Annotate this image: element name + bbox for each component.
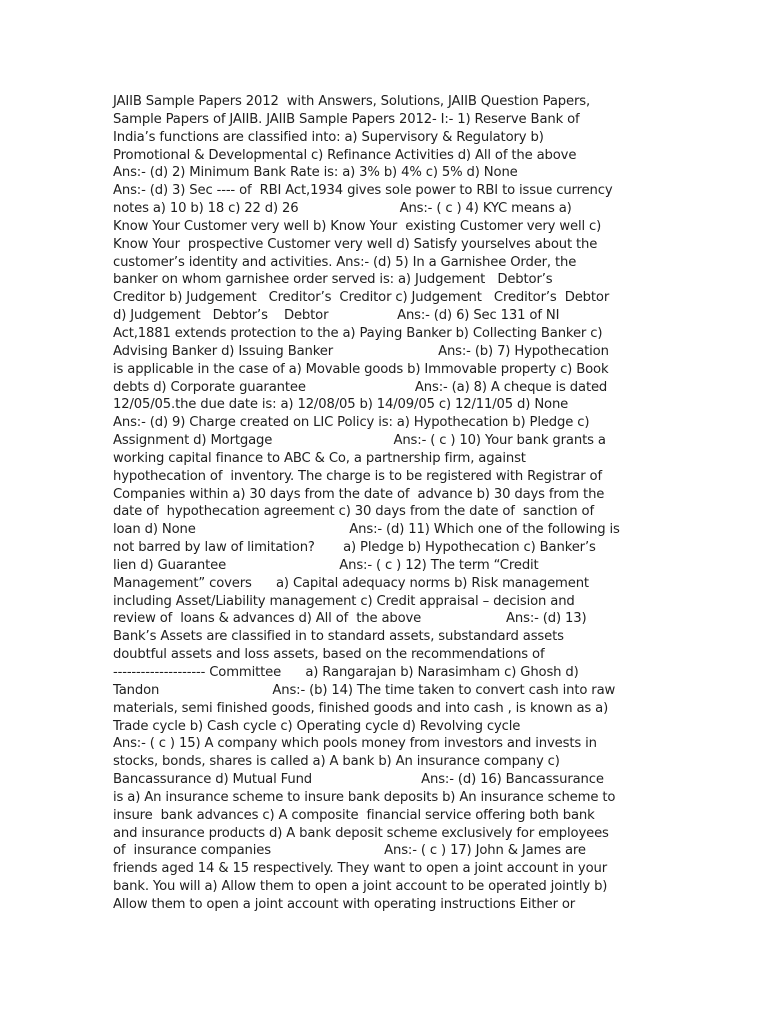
- text-line: materials, semi finished goods, finished goods and into cash , is known as a): [113, 700, 609, 716]
- text-line: insure bank advances c) A composite financial service offering both bank: [113, 807, 595, 823]
- text-line: lien d) Guarantee Ans:- ( c ) 12) The term “Credit: [113, 557, 539, 573]
- text-line: not barred by law of limitation? a) Pledge b) Hypothecation c) Banker’s: [113, 540, 596, 556]
- text-line: review of loans & advances d) All of the above Ans:- (d) 13): [113, 611, 587, 627]
- text-line: banker on whom garnishee order served is: a) Judgement Debtor’s: [113, 272, 553, 288]
- text-line: bank. You will a) Allow them to open a joint account to be operated jointly b): [113, 879, 608, 895]
- text-line: Trade cycle b) Cash cycle c) Operating cycle d) Revolving cycle: [113, 718, 521, 734]
- text-line: stocks, bonds, shares is called a) A bank b) An insurance company c): [113, 754, 560, 770]
- text-line: Ans:- ( c ) 15) A company which pools money from investors and invests in: [113, 736, 597, 752]
- text-line: Know Your prospective Customer very well d) Satisfy yourselves about the: [113, 236, 598, 252]
- text-line: Sample Papers of JAIIB. JAIIB Sample Papers 2012- I:- 1) Reserve Bank of: [113, 111, 580, 127]
- text-line: debts d) Corporate guarantee Ans:- (a) 8) A cheque is dated: [113, 379, 608, 395]
- text-line: Tandon Ans:- (b) 14) The time taken to convert cash into raw: [113, 682, 616, 698]
- text-line: of insurance companies Ans:- ( c ) 17) John & James are: [113, 843, 586, 859]
- text-line: Allow them to open a joint account with operating instructions Either or: [113, 896, 576, 912]
- text-line: JAIIB Sample Papers 2012 with Answers, Solutions, JAIIB Question Papers,: [113, 94, 590, 109]
- text-line: Ans:- (d) 3) Sec ---- of RBI Act,1934 gives sole power to RBI to issue currency: [113, 183, 613, 199]
- text-line: Bank’s Assets are classified in to standard assets, substandard assets: [113, 629, 564, 645]
- text-line: -------------------- Committee a) Rangarajan b) Narasimham c) Ghosh d): [113, 665, 579, 680]
- text-line: is applicable in the case of a) Movable goods b) Immovable property c) Book: [113, 361, 609, 377]
- text-line: loan d) None Ans:- (d) 11) Which one of the following is: [113, 522, 620, 538]
- text-line: friends aged 14 & 15 respectively. They want to open a joint account in your: [113, 861, 607, 877]
- text-line: including Asset/Liability management c) Credit appraisal – decision and: [113, 593, 575, 609]
- text-line: and insurance products d) A bank deposit scheme exclusively for employees: [113, 825, 609, 841]
- text-line: notes a) 10 b) 18 c) 22 d) 26 Ans:- ( c ) 4) KYC means a): [113, 201, 572, 217]
- text-line: is a) An insurance scheme to insure bank deposits b) An insurance scheme to: [113, 789, 616, 805]
- text-line: Promotional & Developmental c) Refinance Activities d) All of the above: [113, 147, 577, 163]
- text-line: customer’s identity and activities. Ans:- (d) 5) In a Garnishee Order, the: [113, 254, 577, 270]
- text-line: Creditor b) Judgement Creditor’s Creditor c) Judgement Creditor’s Debtor: [113, 290, 610, 306]
- text-line: working capital finance to ABC & Co, a partnership firm, against: [113, 450, 526, 466]
- text-line: hypothecation of inventory. The charge is to be registered with Registrar of: [113, 468, 602, 484]
- text-line: d) Judgement Debtor’s Debtor Ans:- (d) 6) Sec 131 of NI: [113, 308, 560, 324]
- text-line: Bancassurance d) Mutual Fund Ans:- (d) 16) Bancassurance: [113, 772, 604, 788]
- text-line: Assignment d) Mortgage Ans:- ( c ) 10) Your bank grants a: [113, 433, 606, 449]
- text-line: Management” covers a) Capital adequacy norms b) Risk management: [113, 575, 589, 591]
- text-line: 12/05/05.the due date is: a) 12/08/05 b) 14/09/05 c) 12/11/05 d) None: [113, 397, 569, 413]
- text-line: Ans:- (d) 9) Charge created on LIC Policy is: a) Hypothecation b) Pledge c): [113, 415, 590, 431]
- text-line: Know Your Customer very well b) Know Your existing Customer very well c): [113, 218, 602, 234]
- text-line: Act,1881 extends protection to the a) Paying Banker b) Collecting Banker c): [113, 325, 603, 341]
- text-line: doubtful assets and loss assets, based on the recommendations of: [113, 647, 545, 663]
- text-line: date of hypothecation agreement c) 30 days from the date of sanction of: [113, 504, 594, 520]
- text-line: Ans:- (d) 2) Minimum Bank Rate is: a) 3% b) 4% c) 5% d) None: [113, 165, 518, 181]
- document-body: [113, 93, 658, 914]
- text-line: India’s functions are classified into: a) Supervisory & Regulatory b): [113, 129, 544, 145]
- text-line: Advising Banker d) Issuing Banker Ans:- (b) 7) Hypothecation: [113, 343, 609, 359]
- text-line: Companies within a) 30 days from the date of advance b) 30 days from the: [113, 486, 605, 502]
